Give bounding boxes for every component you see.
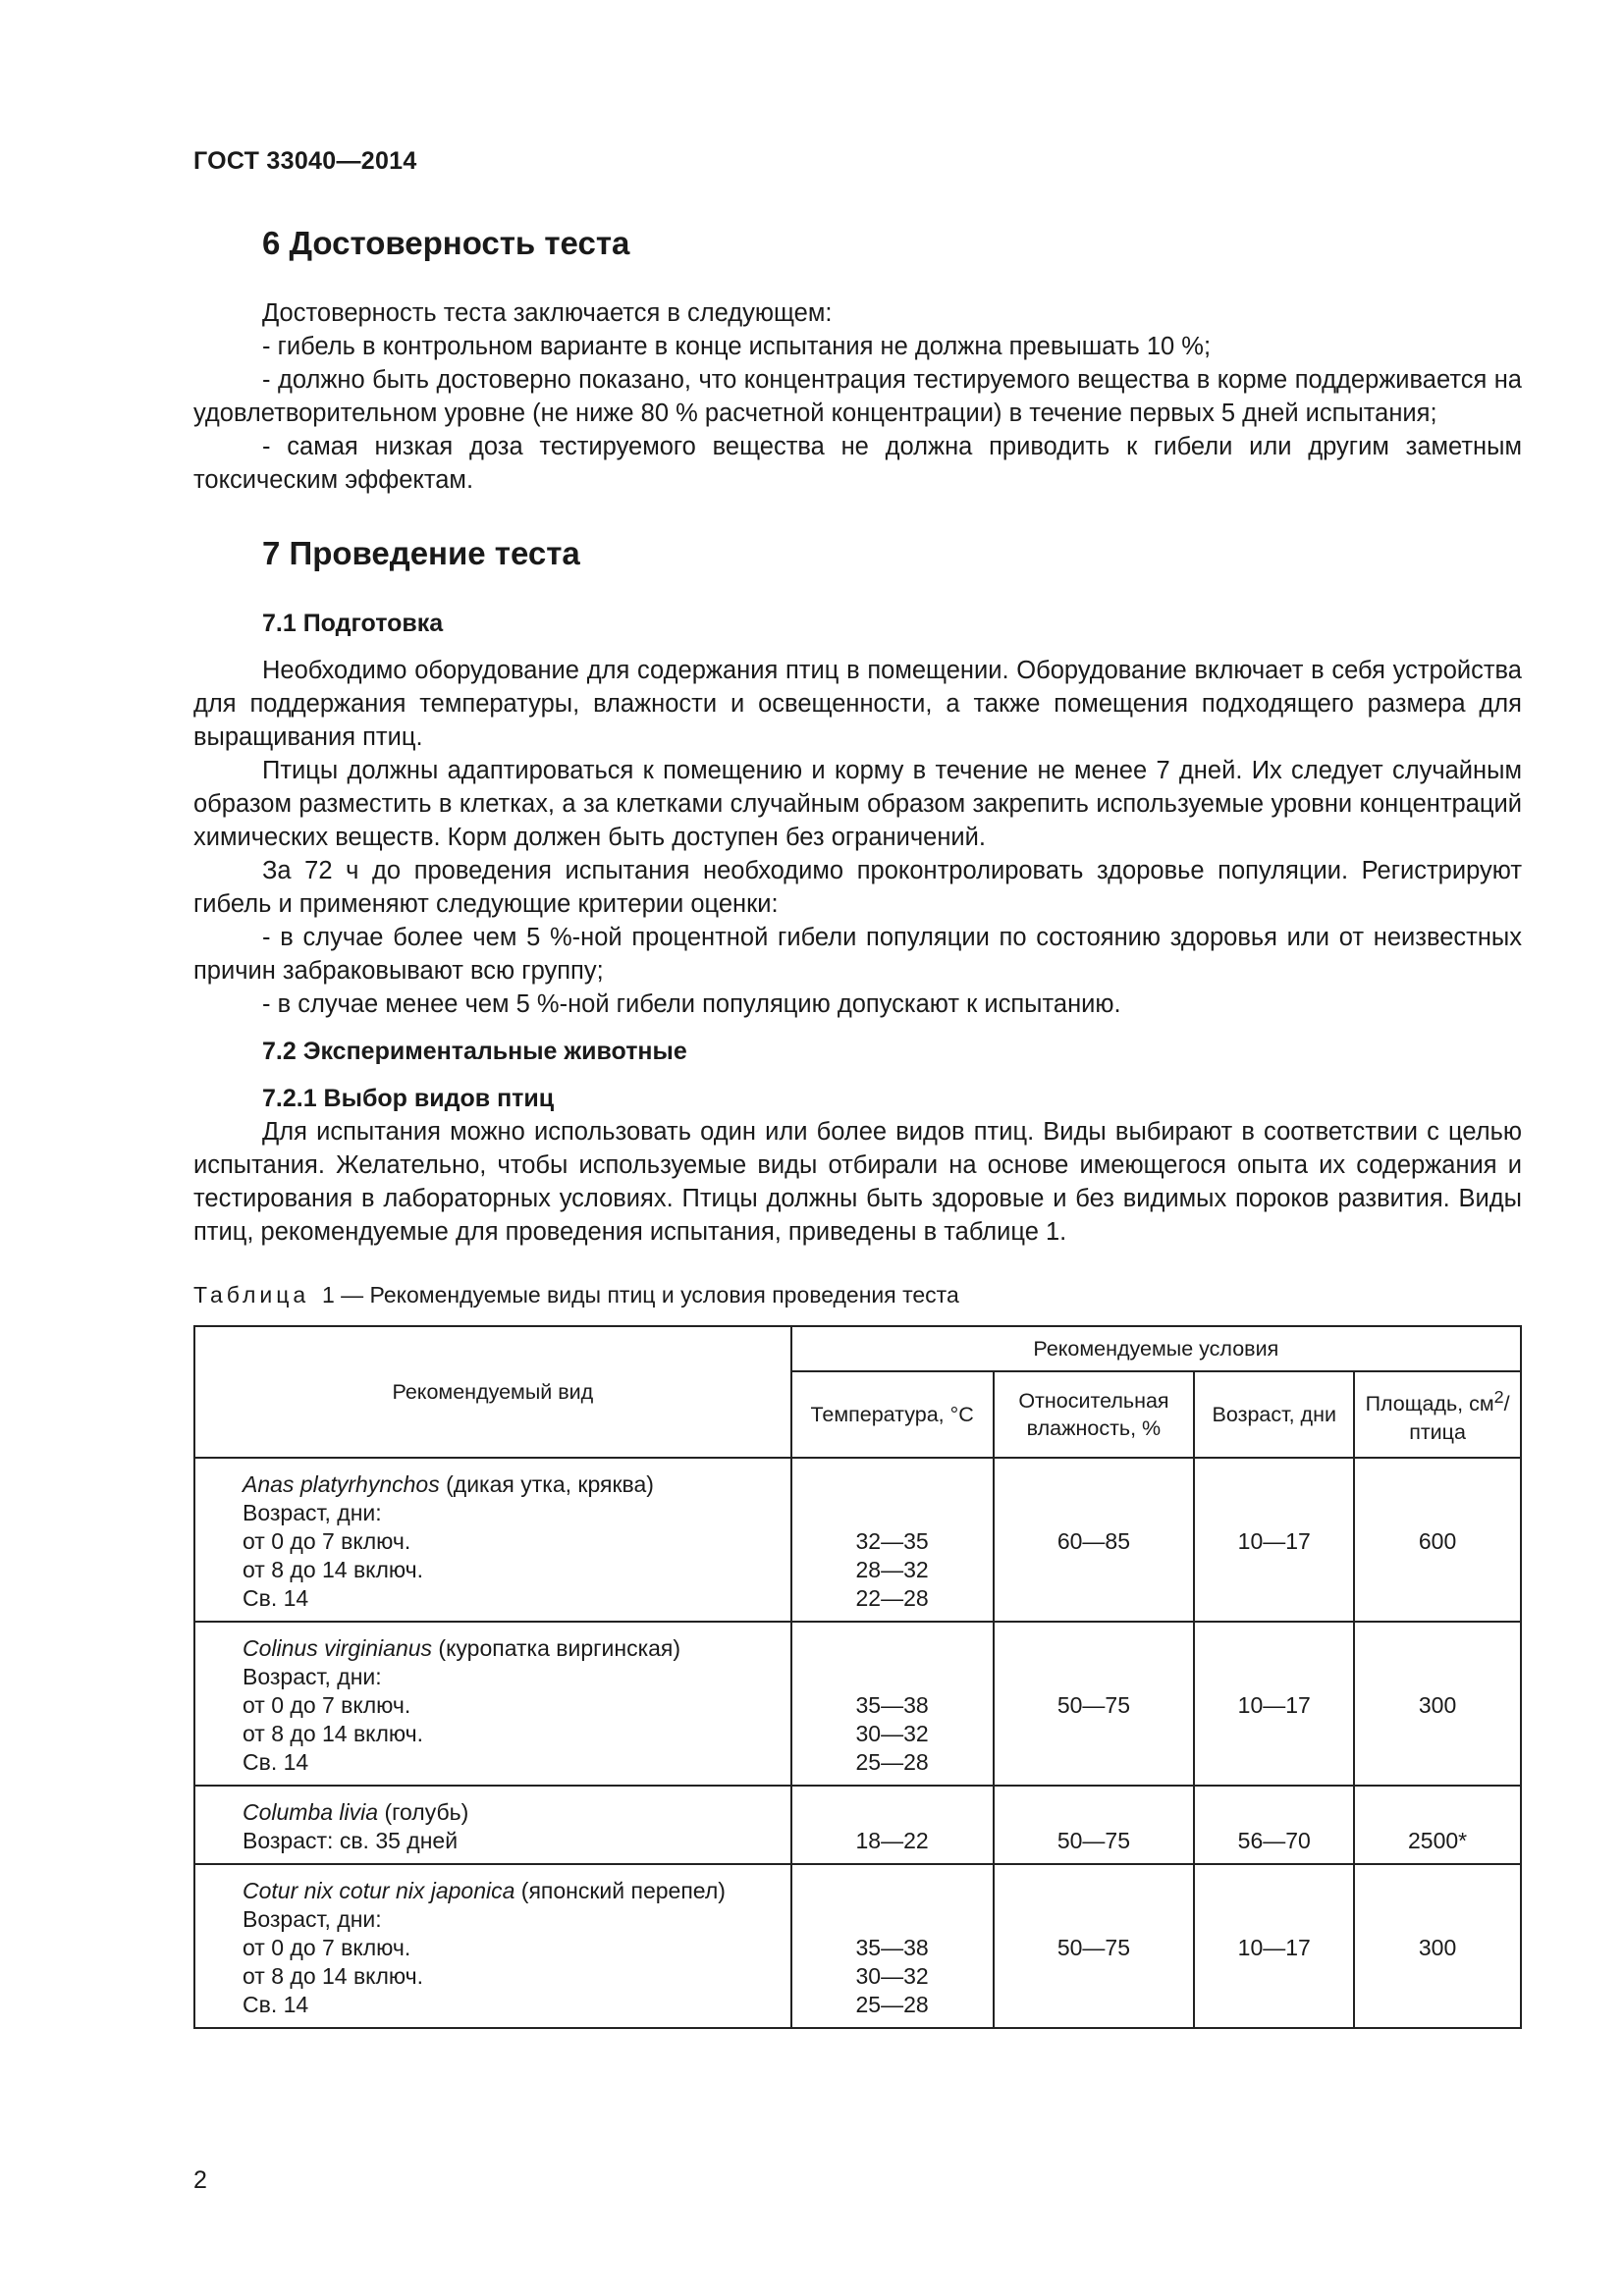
species-latin-name: Anas platyrhynchos [243, 1471, 440, 1497]
section-6-title: 6 Достоверность теста [262, 225, 630, 261]
species-common-name: (голубь) [378, 1799, 469, 1825]
species-line: Св. 14 [243, 1749, 309, 1775]
species-line: Возраст, дни: [243, 1906, 382, 1932]
age-cell: 10—17 [1194, 1458, 1354, 1622]
temperature-value: 25—28 [855, 1992, 929, 2017]
section-7-title: 7 Проведение теста [262, 535, 580, 571]
recommended-species-table [193, 1325, 1522, 2029]
subsection-7-2-title: 7.2 Экспериментальные животные [262, 1038, 687, 1065]
area-cell: 2500* [1354, 1786, 1521, 1864]
table-row [194, 1786, 1521, 1864]
species-cell [194, 1864, 791, 2028]
header-area-suffix: /птица [1409, 1392, 1510, 1444]
temperature-cell [791, 1622, 994, 1786]
age-cell: 10—17 [1194, 1864, 1354, 2028]
section-6-paragraph: - гибель в контрольном варианте в конце испытания не должна превышать 10 %; [262, 333, 1212, 360]
temperature-value: 35—38 [855, 1692, 929, 1718]
temperature-value: 30—32 [855, 1721, 929, 1746]
species-cell [194, 1786, 791, 1864]
section-6-paragraph: - самая низкая доза тестируемого вещества не должна приводить к гибели или другим заметным токсическим эффектам. [193, 433, 1522, 494]
document-code: ГОСТ 33040—2014 [193, 147, 417, 175]
header-conditions: Рекомендуемые условия [791, 1326, 1521, 1371]
species-line: Св. 14 [243, 1992, 309, 2017]
area-cell: 600 [1354, 1458, 1521, 1622]
temperature-value: 22—28 [855, 1585, 929, 1611]
species-line: от 0 до 7 включ. [243, 1692, 411, 1718]
species-line: Возраст, дни: [243, 1664, 382, 1689]
page-content [193, 224, 1522, 2029]
humidity-cell: 50—75 [994, 1786, 1195, 1864]
area-cell: 300 [1354, 1622, 1521, 1786]
area-cell: 300 [1354, 1864, 1521, 2028]
table-caption-text: 1 — Рекомендуемые виды птиц и условия проведения теста [321, 1282, 959, 1308]
header-humidity: Относительная влажность, % [994, 1371, 1195, 1458]
humidity-cell: 60—85 [994, 1458, 1195, 1622]
header-temperature: Температура, °С [791, 1371, 994, 1458]
header-area-sup: 2 [1493, 1387, 1504, 1408]
section-6-paragraph: - должно быть достоверно показано, что концентрация тестируемого вещества в корме поддерживается на удовлетворительном уровне (не ниже 80 % расчетной концентрации) в течение первых 5 дней испытания; [193, 366, 1522, 427]
species-line: от 8 до 14 включ. [243, 1963, 424, 1989]
temperature-value: 30—32 [855, 1963, 929, 1989]
section-6-paragraph: Достоверность теста заключается в следующем: [262, 299, 833, 327]
age-cell: 10—17 [1194, 1622, 1354, 1786]
temperature-value: 35—38 [855, 1935, 929, 1960]
subsection-7-1-paragraph: За 72 ч до проведения испытания необходимо проконтролировать здоровье популяции. Регистрируют гибель и применяют следующие критерии оценки: [193, 857, 1522, 918]
table-caption-label: Таблица [193, 1282, 310, 1308]
species-line: от 0 до 7 включ. [243, 1935, 411, 1960]
table-row [194, 1864, 1521, 2028]
species-common-name: (японский перепел) [514, 1878, 726, 1903]
page-number: 2 [193, 2166, 207, 2194]
temperature-cell [791, 1786, 994, 1864]
temperature-cell [791, 1864, 994, 2028]
species-latin-name: Colinus virginianus [243, 1635, 433, 1661]
table-row [194, 1458, 1521, 1622]
subsection-7-1-paragraph: Необходимо оборудование для содержания птиц в помещении. Оборудование включает в себя устройства для поддержания температуры, влажности и освещенности, а также помещения подходящего размера для выращивания птиц. [193, 657, 1522, 751]
subsection-7-1-paragraph: Птицы должны адаптироваться к помещению и корму в течение не менее 7 дней. Их следует случайным образом разместить в клетках, а за клетками случайным образом закрепить используемые уровни концентраций химических веществ. Корм должен быть доступен без ограничений. [193, 757, 1522, 851]
species-line: от 0 до 7 включ. [243, 1528, 411, 1554]
species-cell [194, 1458, 791, 1622]
species-line: от 8 до 14 включ. [243, 1721, 424, 1746]
species-line: от 8 до 14 включ. [243, 1557, 424, 1582]
species-common-name: (дикая утка, кряква) [439, 1471, 654, 1497]
humidity-cell: 50—75 [994, 1622, 1195, 1786]
age-cell: 56—70 [1194, 1786, 1354, 1864]
species-line: Возраст: св. 35 дней [243, 1828, 459, 1853]
header-species: Рекомендуемый вид [194, 1326, 791, 1458]
species-latin-name: Cotur nix cotur nix japonica [243, 1878, 515, 1903]
species-latin-name: Columba livia [243, 1799, 379, 1825]
header-age: Возраст, дни [1194, 1371, 1354, 1458]
temperature-value: 32—35 [855, 1528, 929, 1554]
subsection-7-1-paragraph: - в случае более чем 5 %-ной процентной гибели популяции по состоянию здоровья или от неизвестных причин забраковывают всю группу; [193, 924, 1522, 985]
species-common-name: (куропатка виргинская) [432, 1635, 681, 1661]
subsection-7-1-title: 7.1 Подготовка [262, 610, 444, 637]
humidity-cell: 50—75 [994, 1864, 1195, 2028]
subsection-7-2-1-title: 7.2.1 Выбор видов птиц [262, 1085, 555, 1112]
temperature-cell [791, 1458, 994, 1622]
subsection-7-1-paragraph: - в случае менее чем 5 %-ной гибели популяцию допускают к испытанию. [262, 990, 1121, 1018]
table-row [194, 1622, 1521, 1786]
species-line: Св. 14 [243, 1585, 309, 1611]
header-area [1354, 1371, 1521, 1458]
species-cell [194, 1622, 791, 1786]
table-caption [193, 1278, 1522, 1311]
temperature-value: 25—28 [855, 1749, 929, 1775]
header-area-prefix: Площадь, см [1365, 1392, 1494, 1416]
temperature-value: 28—32 [855, 1557, 929, 1582]
subsection-7-2-1-paragraph: Для испытания можно использовать один или более видов птиц. Виды выбирают в соответствии с целью испытания. Желательно, чтобы используемые виды отбирали на основе имеющегося опыта их содержания и тестирования в лабораторных условиях. Птицы должны быть здоровые и без видимых пороков развития. Виды птиц, рекомендуемые для проведения испытания, приведены в таблице 1. [193, 1118, 1522, 1246]
temperature-value: 18—22 [855, 1828, 929, 1853]
species-line: Возраст, дни: [243, 1500, 382, 1525]
